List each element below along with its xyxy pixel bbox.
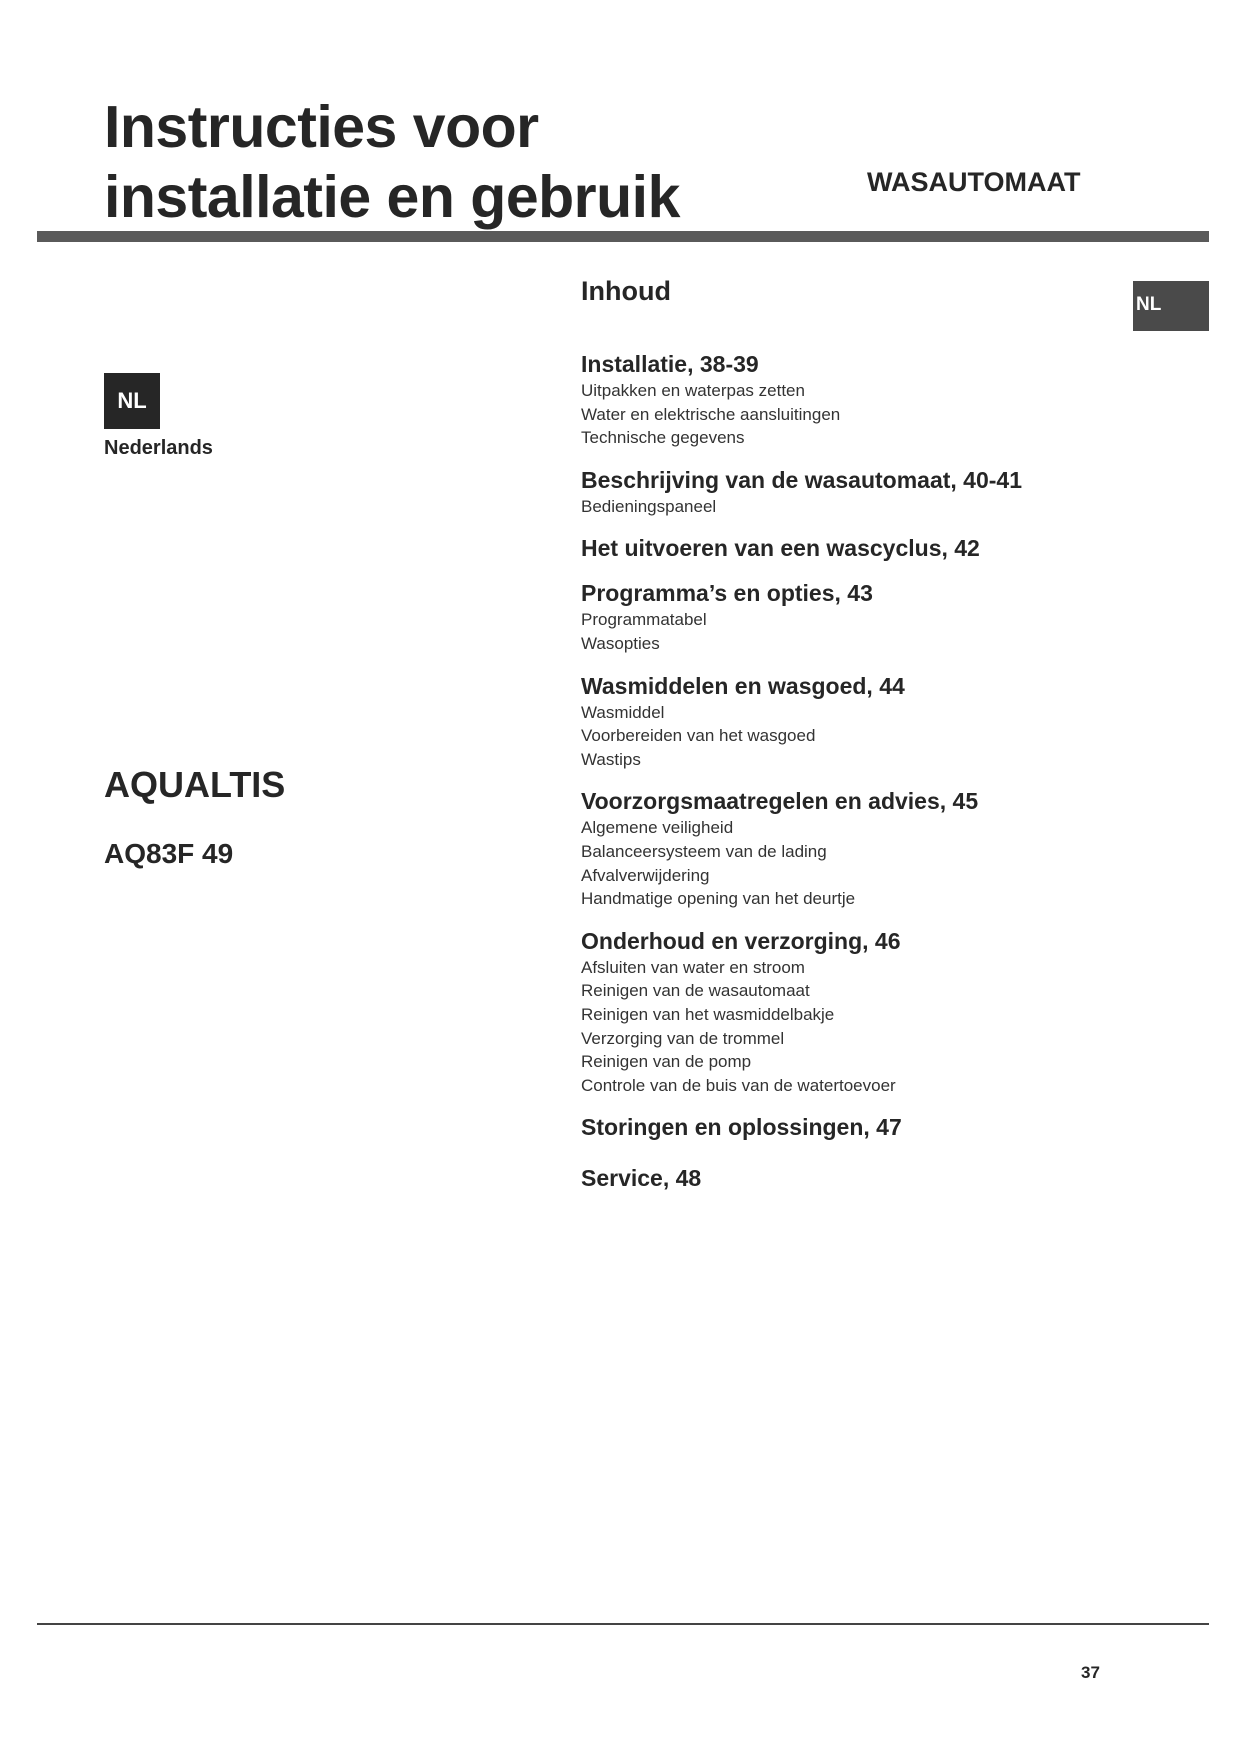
toc-section (581, 786, 1141, 910)
brand-name: AQUALTIS (104, 764, 286, 805)
toc-section (581, 1163, 1141, 1193)
language-name: Nederlands (104, 437, 213, 459)
toc-subitem: Wasopties (581, 633, 660, 653)
title-line-2: installatie en gebruik (104, 164, 680, 230)
model-number: AQ83F 49 (104, 838, 234, 869)
table-of-contents (581, 349, 1141, 1193)
language-badge: NL (104, 373, 160, 429)
footer-divider (37, 1623, 1209, 1625)
toc-heading: Installatie, 38-39 (581, 351, 759, 377)
toc-heading: Beschrijving van de wasautomaat, 40-41 (581, 466, 1023, 493)
toc-section (581, 578, 1141, 655)
toc-subitem: Handmatige opening van het deurtje (581, 889, 856, 909)
toc-heading: Het uitvoeren van een wascyclus, 42 (581, 535, 980, 562)
toc-heading: Voorzorgsmaatregelen en advies, 45 (581, 788, 979, 815)
toc-subitem: Programmatabel (581, 610, 707, 630)
toc-subitem: Water en elektrische aansluitingen (581, 404, 841, 424)
page-number: 37 (1081, 1663, 1100, 1682)
toc-subitem: Uitpakken en waterpas zetten (581, 381, 805, 400)
toc-subitem: Reinigen van de pomp (581, 1052, 752, 1072)
toc-subitem: Algemene veiligheid (581, 818, 734, 838)
toc-subitem: Wastips (581, 749, 641, 769)
toc-heading: Programma’s en opties, 43 (581, 580, 873, 607)
toc-heading: Service, 48 (581, 1165, 702, 1192)
header-divider (37, 231, 1209, 242)
toc-subitem: Reinigen van de wasautomaat (581, 981, 810, 1001)
toc-section (581, 349, 1141, 450)
toc-section (581, 926, 1141, 1098)
page-title (104, 92, 680, 232)
toc-subitem: Wasmiddel (581, 702, 665, 722)
toc-section (581, 671, 1141, 772)
toc-heading: Wasmiddelen en wasgoed, 44 (581, 672, 905, 699)
language-tab: NL (1133, 281, 1209, 331)
product-type: WASAUTOMAAT (867, 167, 1081, 197)
toc-subitem: Verzorging van de trommel (581, 1028, 785, 1048)
toc-subitem: Balanceersysteem van de lading (581, 841, 827, 861)
toc-subitem: Technische gegevens (581, 428, 745, 448)
toc-section (581, 465, 1141, 519)
title-line-1: Instructies voor (104, 94, 539, 160)
toc-subitem: Controle van de buis van de watertoevoer (581, 1075, 896, 1095)
toc-subitem: Afsluiten van water en stroom (581, 957, 805, 977)
toc-title: Inhoud (581, 276, 671, 306)
toc-subitem: Afvalverwijdering (581, 865, 710, 885)
toc-section (581, 1112, 1141, 1142)
toc-heading: Storingen en oplossingen, 47 (581, 1114, 902, 1141)
toc-subitem: Voorbereiden van het wasgoed (581, 726, 816, 746)
toc-subitem: Bedieningspaneel (581, 496, 717, 516)
toc-heading: Onderhoud en verzorging, 46 (581, 927, 901, 954)
toc-section (581, 533, 1141, 563)
toc-subitem: Reinigen van het wasmiddelbakje (581, 1004, 835, 1024)
